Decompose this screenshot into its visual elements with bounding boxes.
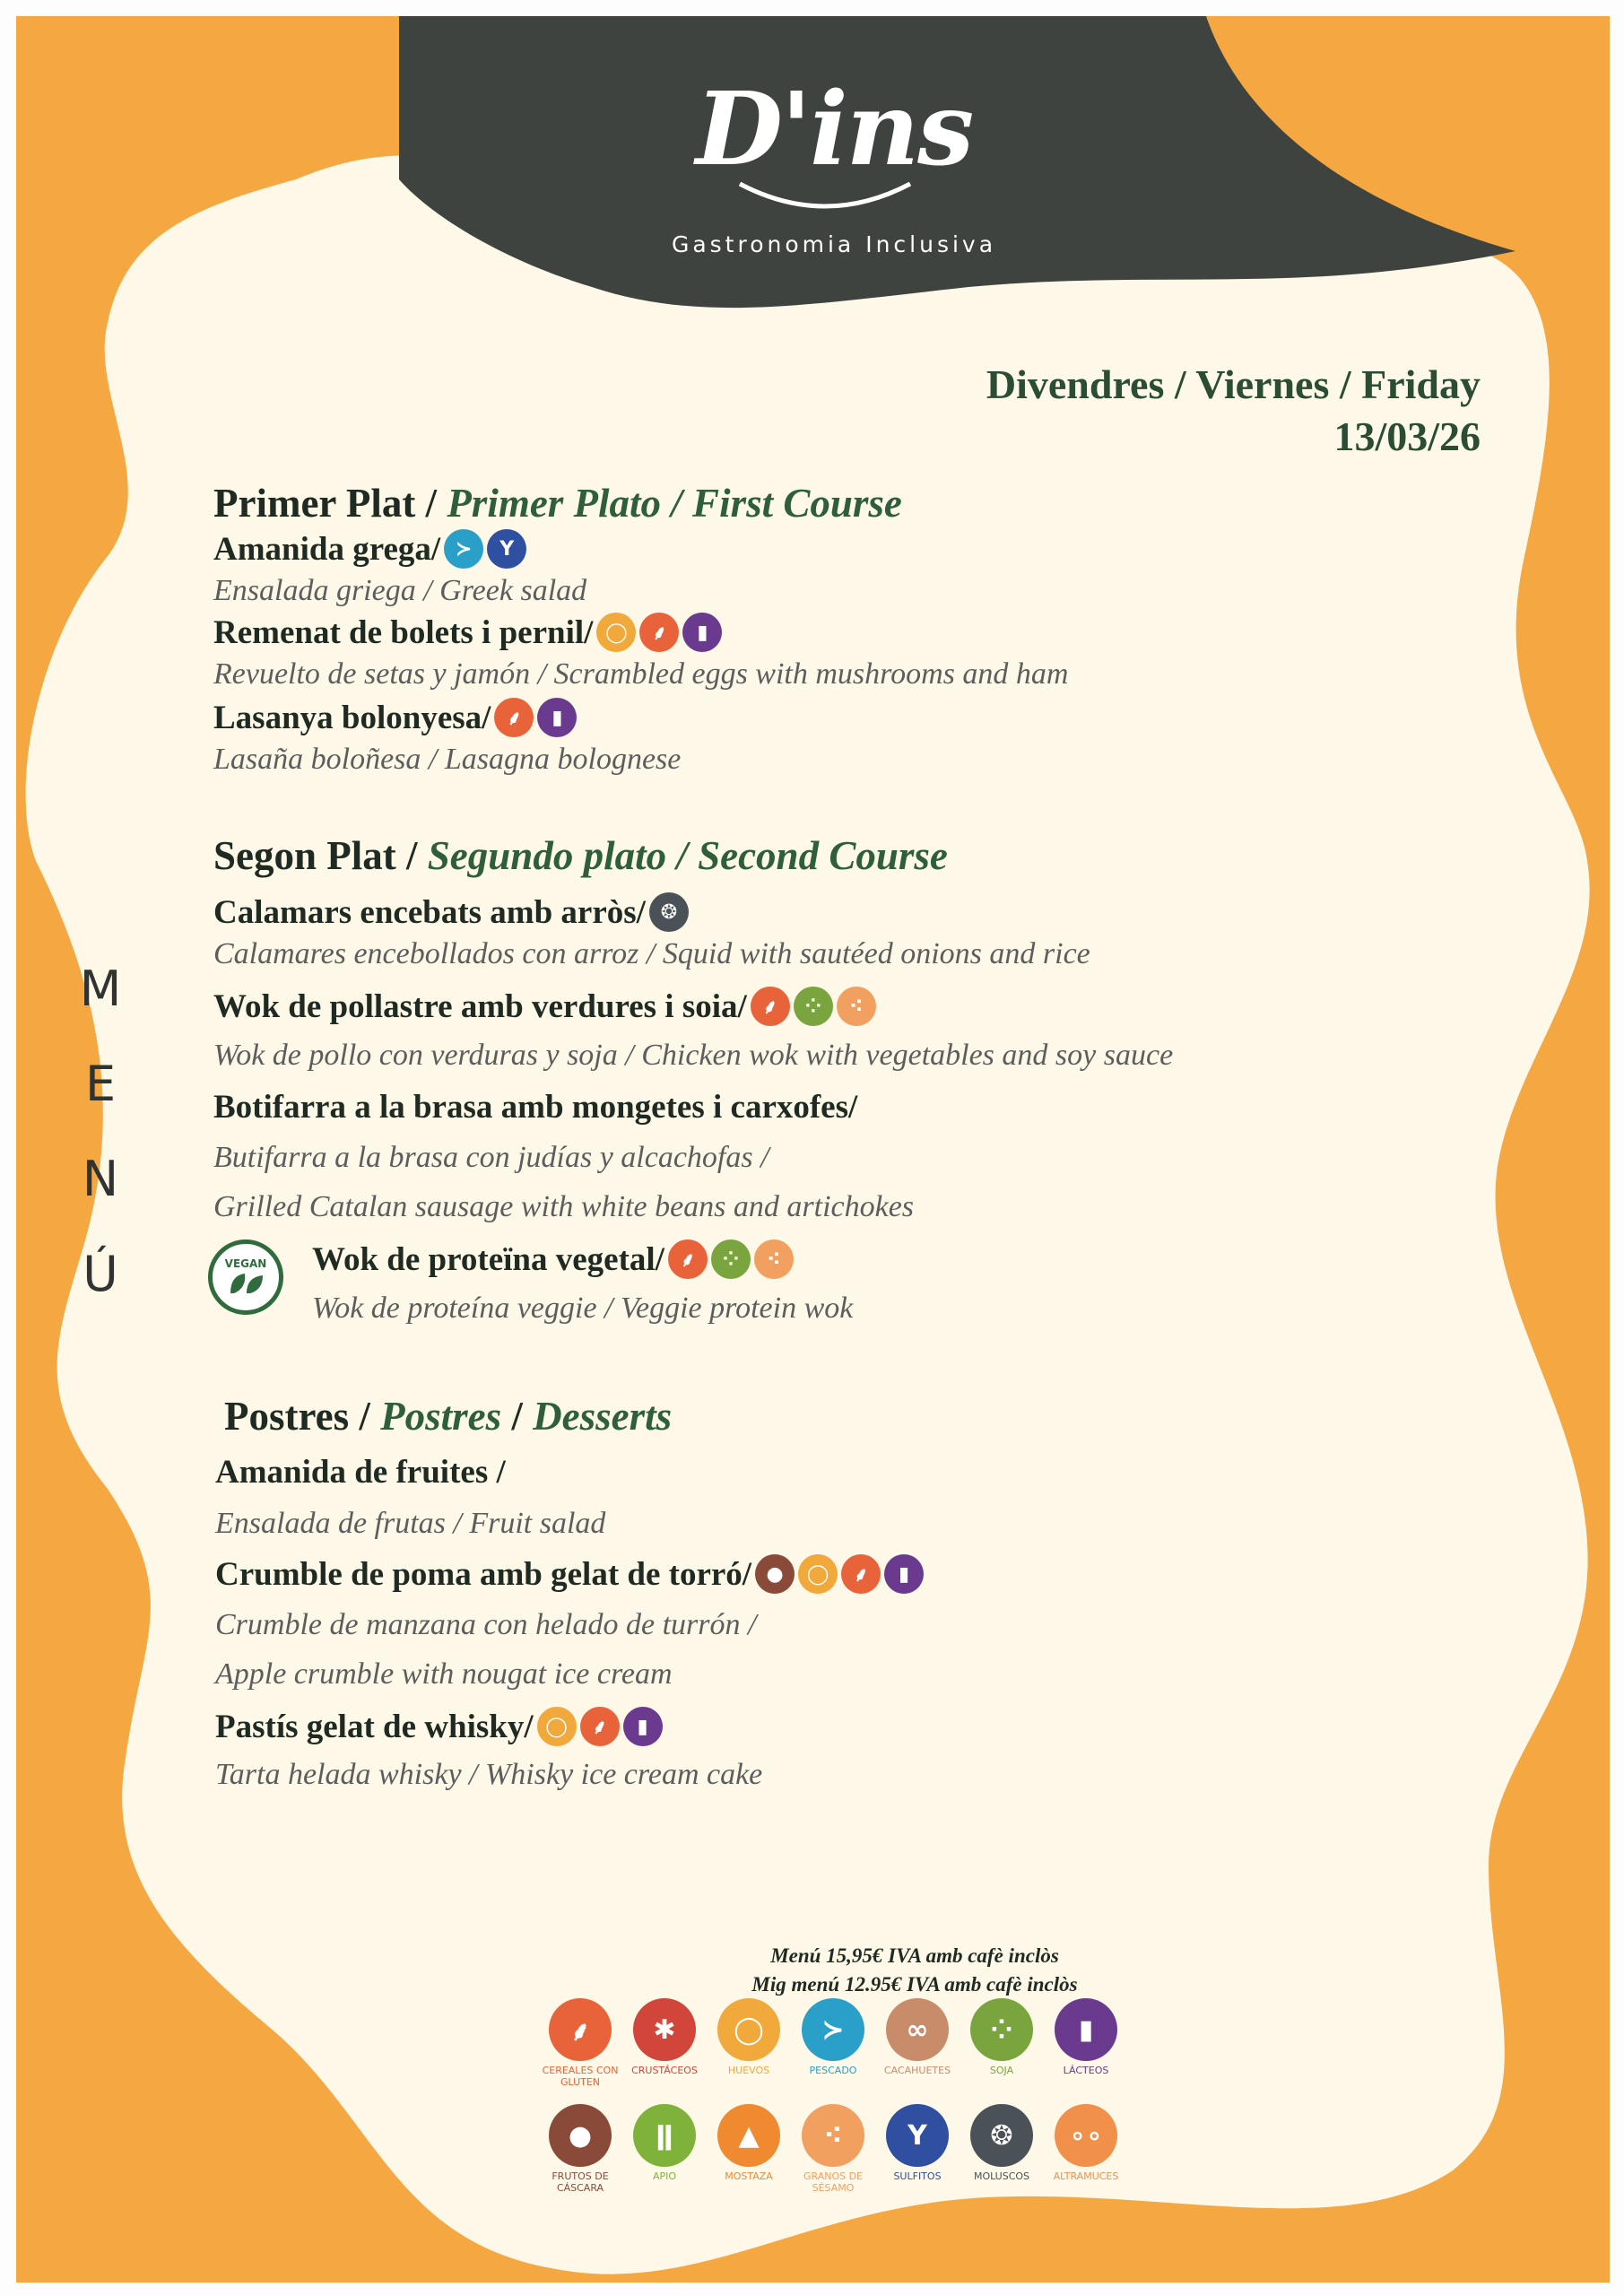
egg-icon: ◯ [798, 1554, 838, 1594]
dish-description: Revuelto de setas y jamón / Scrambled eggs with mushrooms and ham [213, 657, 1069, 691]
mollusc-icon: ❂ [970, 2104, 1033, 2167]
legend-label: SULFITOS [893, 2170, 942, 2182]
gluten-icon: ⸙ [580, 1707, 620, 1746]
fish-icon: ≻ [802, 1998, 864, 2061]
allergen-legend [538, 1998, 1130, 2194]
legend-label: FRUTOS DE CÁSCARA [551, 2170, 609, 2194]
dairy-icon: ▮ [623, 1707, 663, 1746]
dish-description: Apple crumble with nougat ice cream [215, 1657, 673, 1691]
gluten-icon: ⸙ [841, 1554, 881, 1594]
dish-description: Wok de proteína veggie / Veggie protein wok [312, 1292, 854, 1325]
dish-description: Ensalada de frutas / Fruit salad [215, 1507, 606, 1540]
dish-name: Pastís gelat de whisky/ ◯ ⸙ ▮ [215, 1707, 663, 1746]
dish-name: Lasanya bolonyesa/ ⸙ ▮ [213, 698, 577, 737]
sulphites-icon: Y [487, 529, 526, 569]
sesame-icon: ⁖ [802, 2104, 864, 2167]
legend-label: MOSTAZA [725, 2170, 773, 2182]
dish-description: Ensalada griega / Greek salad [213, 574, 587, 607]
dish-description: Lasaña boloñesa / Lasagna bolognese [213, 743, 682, 776]
half-menu-price: Mig menú 12.95€ IVA amb cafè inclòs [751, 1973, 1078, 1996]
menu-letter: E [84, 1056, 117, 1112]
gluten-icon: ⸙ [751, 987, 790, 1026]
logo-smile-icon [735, 179, 915, 215]
menu-letter: Ú [83, 1246, 118, 1302]
sulphites-icon: Y [886, 2104, 949, 2167]
sesame-icon: ⁖ [754, 1239, 794, 1279]
legend-item [538, 2104, 622, 2194]
mollusc-icon: ❂ [649, 892, 689, 932]
legend-label: APIO [652, 2170, 677, 2182]
desserts-heading: Postres / Postres / Desserts [224, 1394, 673, 1439]
peanut-icon: ∞ [886, 1998, 949, 2061]
egg-icon: ◯ [717, 1998, 780, 2061]
legend-item [1044, 1998, 1128, 2088]
dish-description: Wok de pollo con verduras y soja / Chicken wok with vegetables and soy sauce [213, 1039, 1174, 1072]
vertical-menu-label [74, 942, 127, 1322]
celery-icon: ǁ [633, 2104, 696, 2167]
brand-logo: D'ins [695, 71, 973, 188]
first-course-heading: Primer Plat / Primer Plato / First Course [213, 481, 902, 526]
legend-label: CEREALES CON GLUTEN [542, 2065, 619, 2088]
menu-price: Menú 15,95€ IVA amb cafè inclòs [770, 1944, 1059, 1967]
legend-item [622, 1998, 707, 2088]
legend-item [960, 1998, 1044, 2088]
legend-item [707, 2104, 791, 2194]
leaf-icon [225, 1270, 266, 1297]
legend-item [960, 2104, 1044, 2194]
legend-item [875, 1998, 960, 2088]
brand-tagline: Gastronomia Inclusiva [671, 231, 997, 257]
soy-icon: ⁘ [970, 1998, 1033, 2061]
legend-label: ALTRAMUCES [1053, 2170, 1119, 2182]
dairy-icon: ▮ [682, 613, 722, 652]
dairy-icon: ▮ [884, 1554, 924, 1594]
legend-label: GRANOS DE SÉSAMO [803, 2170, 864, 2194]
legend-label: PESCADO [809, 2065, 857, 2076]
weekday: Divendres / Viernes / Friday [986, 361, 1481, 407]
sesame-icon: ⁖ [837, 987, 876, 1026]
dish-description: Butifarra a la brasa con judías y alcachofas / [213, 1141, 769, 1174]
gluten-icon: ⸙ [639, 613, 679, 652]
soy-icon: ⁘ [794, 987, 833, 1026]
soy-icon: ⁘ [711, 1239, 751, 1279]
legend-label: MOLUSCOS [973, 2170, 1030, 2182]
lupin-icon: ∘∘ [1055, 2104, 1117, 2167]
legend-item [622, 2104, 707, 2194]
nut-icon: ● [549, 2104, 612, 2167]
dish-name: Amanida grega/ ≻ Y [213, 529, 526, 569]
gluten-icon: ⸙ [549, 1998, 612, 2061]
menu-letter: N [82, 1151, 119, 1207]
egg-icon: ◯ [537, 1707, 577, 1746]
legend-label: LÁCTEOS [1063, 2065, 1109, 2076]
gluten-icon: ⸙ [668, 1239, 708, 1279]
legend-item [875, 2104, 960, 2194]
menu-letter: M [79, 961, 122, 1017]
fish-icon: ≻ [444, 529, 483, 569]
date: 13/03/26 [1333, 413, 1481, 459]
legend-item [1044, 2104, 1128, 2194]
legend-item [707, 1998, 791, 2088]
egg-icon: ◯ [596, 613, 636, 652]
legend-label: HUEVOS [727, 2065, 770, 2076]
legend-label: CACAHUETES [883, 2065, 951, 2076]
dish-description: Calamares encebollados con arroz / Squid with sautéed onions and rice [213, 937, 1090, 970]
mustard-icon: ▲ [717, 2104, 780, 2167]
vegan-badge: VEGAN [208, 1239, 283, 1315]
dish-name: Remenat de bolets i pernil/ ◯ ⸙ ▮ [213, 613, 722, 652]
dish-description: Grilled Catalan sausage with white beans and artichokes [213, 1190, 915, 1223]
dairy-icon: ▮ [1055, 1998, 1117, 2061]
crab-icon: ✱ [633, 1998, 696, 2061]
legend-item [791, 1998, 875, 2088]
dish-description: Tarta helada whisky / Whisky ice cream cake [215, 1758, 763, 1791]
dish-description: Crumble de manzana con helado de turrón / [215, 1608, 757, 1641]
legend-label: CRUSTÁCEOS [631, 2065, 698, 2076]
legend-label: SOJA [989, 2065, 1014, 2076]
gluten-icon: ⸙ [494, 698, 534, 737]
dish-name: Crumble de poma amb gelat de torró/ ● ◯ ⸙ ▮ [215, 1554, 924, 1594]
dish-name: Calamars encebats amb arròs/ ❂ [213, 892, 689, 932]
second-course-heading: Segon Plat / Segundo plato / Second Course [213, 833, 948, 878]
dish-name: Botifarra a la brasa amb mongetes i carxofes/ [213, 1089, 858, 1126]
dairy-icon: ▮ [537, 698, 577, 737]
nut-icon: ● [755, 1554, 795, 1594]
date-heading [986, 359, 1481, 463]
legend-item [538, 1998, 622, 2088]
dish-name: Wok de proteïna vegetal/ ⸙ ⁘ ⁖ [312, 1239, 794, 1279]
dish-name: Amanida de fruites / [215, 1454, 506, 1491]
legend-item [791, 2104, 875, 2194]
dish-name: Wok de pollastre amb verdures i soia/ ⸙ ⁘ ⁖ [213, 987, 876, 1026]
